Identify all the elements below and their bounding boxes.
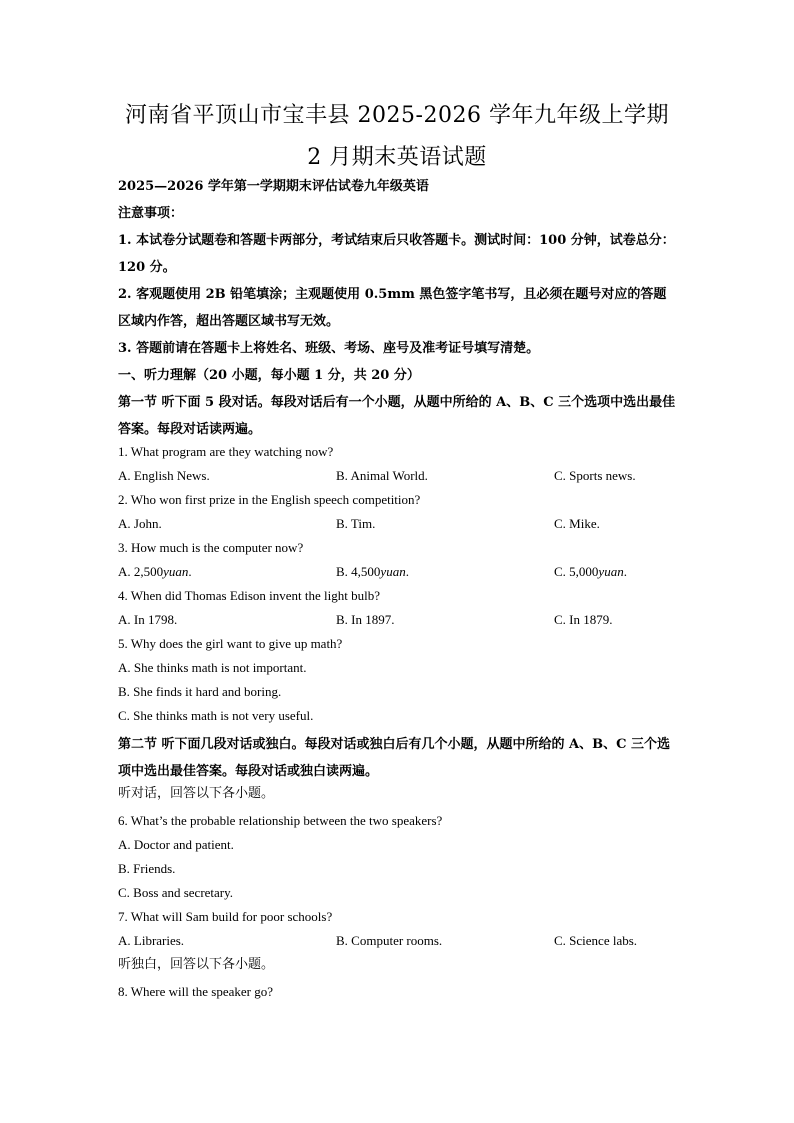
- option-b: B. Friends.: [118, 861, 176, 876]
- option-c: C. Science labs.: [554, 933, 638, 948]
- option-c: C. She thinks math is not very useful.: [118, 708, 314, 723]
- exam-content: [118, 178, 678, 1007]
- question-6: 6. What’s the probable relationship between the two speakers?: [118, 813, 443, 828]
- part-1-instructions: 第一节 听下面 5 段对话。每段对话后有一个小题，从题中所给的 A、B、C 三个选项中选出最佳答案。每段对话读两遍。: [118, 395, 676, 437]
- page-title-line-1: 河南省平顶山市宝丰县 2025-2026 学年九年级上学期: [125, 103, 669, 128]
- question-3-options: [118, 563, 678, 587]
- question-7-options: [118, 932, 678, 956]
- notice-heading: 注意事项：: [118, 206, 184, 221]
- page-title-line-2: 2 月期末英语试题: [307, 145, 487, 170]
- option-c: C. 5,000yuan.: [554, 564, 627, 579]
- option-a: A. In 1798.: [118, 612, 178, 627]
- option-b: B. Animal World.: [336, 468, 428, 483]
- question-8: 8. Where will the speaker go?: [118, 984, 273, 999]
- option-c: C. Mike.: [554, 516, 600, 531]
- question-4: 4. When did Thomas Edison invent the light bulb?: [118, 588, 381, 603]
- option-a: A. Doctor and patient.: [118, 837, 234, 852]
- monologue-prompt: 听独白，回答以下各小题。: [118, 957, 275, 972]
- exam-subtitle: 2025—2026 学年第一学期期末评估试卷九年级英语: [118, 179, 429, 194]
- question-7: 7. What will Sam build for poor schools?: [118, 909, 333, 924]
- option-c: C. Sports news.: [554, 468, 636, 483]
- option-a: A. 2,500yuan.: [118, 564, 192, 579]
- question-5: 5. Why does the girl want to give up math?: [118, 636, 343, 651]
- part-2-instructions: 第二节 听下面几段对话或独白。每段对话或独白后有几个小题，从题中所给的 A、B、C 三个选项中选出最佳答案。每段对话或独白读两遍。: [118, 737, 670, 779]
- option-c: C. Boss and secretary.: [118, 885, 234, 900]
- question-3: 3. How much is the computer now?: [118, 540, 304, 555]
- section-1-heading: 一、听力理解（20 小题，每小题 1 分，共 20 分）: [118, 368, 420, 383]
- option-b: B. 4,500yuan.: [336, 564, 409, 579]
- notice-2: 2. 客观题使用 2B 铅笔填涂；主观题使用 0.5mm 黑色签字笔书写，且必须在题号对应的答题区域内作答，超出答题区域书写无效。: [118, 287, 667, 329]
- question-2: 2. Who won first prize in the English speech competition?: [118, 492, 421, 507]
- option-a: A. She thinks math is not important.: [118, 660, 307, 675]
- option-a: A. John.: [118, 516, 162, 531]
- notice-1: 1. 本试卷分试题卷和答题卡两部分，考试结束后只收答题卡。测试时间：100 分钟，试卷总分：120 分。: [118, 233, 675, 275]
- option-b: B. Tim.: [336, 516, 376, 531]
- option-b: B. She finds it hard and boring.: [118, 684, 282, 699]
- option-b: B. In 1897.: [336, 612, 395, 627]
- question-4-options: [118, 611, 678, 635]
- option-c: C. In 1879.: [554, 612, 613, 627]
- option-a: A. English News.: [118, 468, 210, 483]
- question-2-options: [118, 515, 678, 539]
- question-1-options: [118, 467, 678, 491]
- question-1: 1. What program are they watching now?: [118, 444, 334, 459]
- option-a: A. Libraries.: [118, 933, 185, 948]
- notice-3: 3. 答题前请在答题卡上将姓名、班级、考场、座号及准考证号填写清楚。: [118, 341, 540, 356]
- option-b: B. Computer rooms.: [336, 933, 443, 948]
- dialogue-prompt: 听对话，回答以下各小题。: [118, 786, 275, 801]
